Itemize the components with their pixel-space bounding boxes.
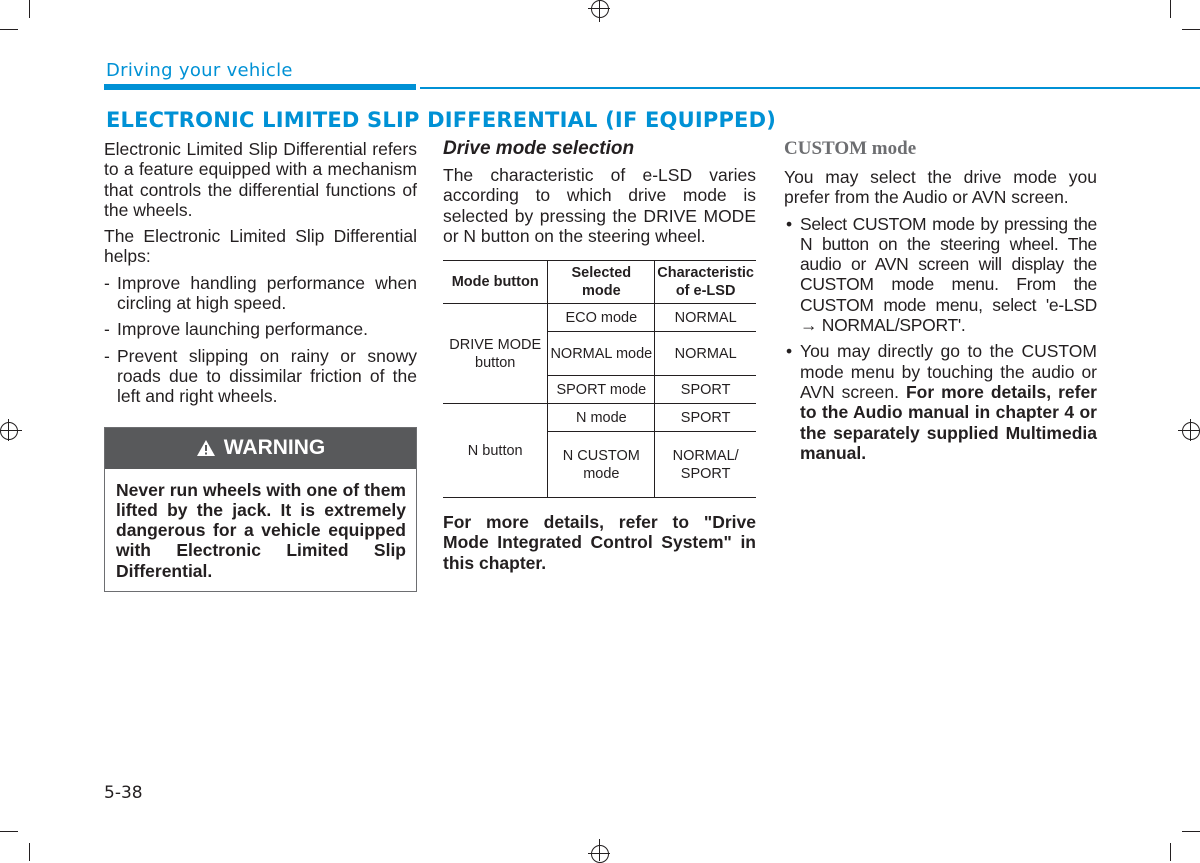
table-cell-characteristic: NORMAL (655, 332, 756, 376)
list-item (784, 341, 1097, 463)
header-rule (420, 87, 1200, 89)
intro-paragraph: Electronic Limited Slip Differential refers to a feature equipped with a mechanism that controls the differential functions of the wheels. (104, 139, 417, 220)
header-accent-bar (104, 84, 416, 90)
drive-mode-note: For more details, refer to "Drive Mode Integrated Control System" in this chapter. (443, 512, 756, 573)
crop-mark (588, 853, 610, 854)
column-right (784, 139, 1097, 469)
table-cell-characteristic: SPORT (655, 404, 756, 432)
registration-mark-icon (591, 845, 609, 863)
list-item: - Prevent slipping on rainy or snowy roads due to dissimilar friction of the left and right wheels. (104, 346, 417, 407)
warning-title: WARNING (223, 435, 326, 459)
table-cell-mode: N CUSTOM mode (548, 432, 655, 498)
column-middle (443, 139, 756, 579)
mode-table (443, 260, 756, 498)
page-number: 5-38 (104, 783, 143, 803)
crop-mark (1182, 29, 1200, 30)
bullet-text: You may directly go to the CUSTOM mode menu by touching the audio or AVN screen. (800, 341, 1097, 402)
list-item: - Improve handling performance when circling at high speed. (104, 273, 417, 314)
crop-mark (1170, 843, 1171, 861)
column-left (104, 139, 417, 592)
crop-mark (29, 0, 30, 18)
crop-mark (0, 29, 18, 30)
crop-mark (588, 8, 610, 9)
drive-mode-heading: Drive mode selection (443, 138, 635, 159)
crop-mark (8, 419, 9, 441)
table-cell-button: DRIVE MODE button (443, 304, 548, 404)
crop-mark (1178, 430, 1200, 431)
list-item: • Select CUSTOM mode by pressing the N button on the steering wheel. The audio or AVN screen will display the CUSTOM mode menu. From the CUSTOM mode menu, select 'e-LSD → NORMAL/SPORT'. (784, 214, 1097, 336)
table-cell-mode: SPORT mode (548, 376, 655, 404)
table-cell-mode: N mode (548, 404, 655, 432)
warning-header (105, 428, 416, 469)
registration-mark-icon (591, 0, 609, 18)
bullet-text-bold: For more details, refer to the Audio manual in chapter 4 or the separately supplied Multimedia manual. (800, 381, 1097, 463)
table-row (443, 404, 756, 432)
helps-list (104, 273, 417, 407)
registration-mark-icon (0, 422, 18, 440)
table-header-cell: Mode button (443, 261, 548, 304)
warning-box (104, 427, 417, 592)
table-cell-characteristic: SPORT (655, 376, 756, 404)
helps-intro-paragraph: The Electronic Limited Slip Differential helps: (104, 226, 417, 267)
crop-mark (1182, 831, 1200, 832)
warning-triangle-icon (196, 439, 216, 457)
drive-mode-paragraph: The characteristic of e-LSD varies according to which drive mode is selected by pressing the DRIVE MODE or N button on the steering wheel. (443, 165, 756, 246)
table-cell-mode: ECO mode (548, 304, 655, 332)
section-label: Driving your vehicle (106, 60, 293, 81)
crop-mark (1190, 419, 1191, 441)
custom-mode-heading: CUSTOM mode (784, 138, 917, 159)
crop-mark (1170, 0, 1171, 18)
crop-mark (599, 0, 600, 22)
crop-mark (0, 430, 22, 431)
page-title: ELECTRONIC LIMITED SLIP DIFFERENTIAL (IF EQUIPPED) (106, 108, 777, 132)
table-row (443, 304, 756, 332)
crop-mark (0, 831, 18, 832)
warning-text: Never run wheels with one of them lifted by the jack. It is extremely dangerous for a vehicle equipped with Electronic Limited Slip Differential. (116, 479, 406, 581)
table-cell-button: N button (443, 404, 548, 498)
crop-mark (599, 839, 600, 861)
table-header-row (443, 261, 756, 304)
registration-mark-icon (1182, 422, 1200, 440)
custom-mode-list (784, 214, 1097, 464)
crop-mark (29, 843, 30, 861)
table-header-cell: Characteristic of e-LSD (655, 261, 756, 304)
custom-mode-paragraph: You may select the drive mode you prefer from the Audio or AVN screen. (784, 167, 1097, 208)
table-cell-mode: NORMAL mode (548, 332, 655, 376)
table-header-cell: Selected mode (548, 261, 655, 304)
list-item: - Improve launching performance. (104, 319, 417, 339)
table-cell-characteristic: NORMAL (655, 304, 756, 332)
table-cell-characteristic: NORMAL/ SPORT (655, 432, 756, 498)
